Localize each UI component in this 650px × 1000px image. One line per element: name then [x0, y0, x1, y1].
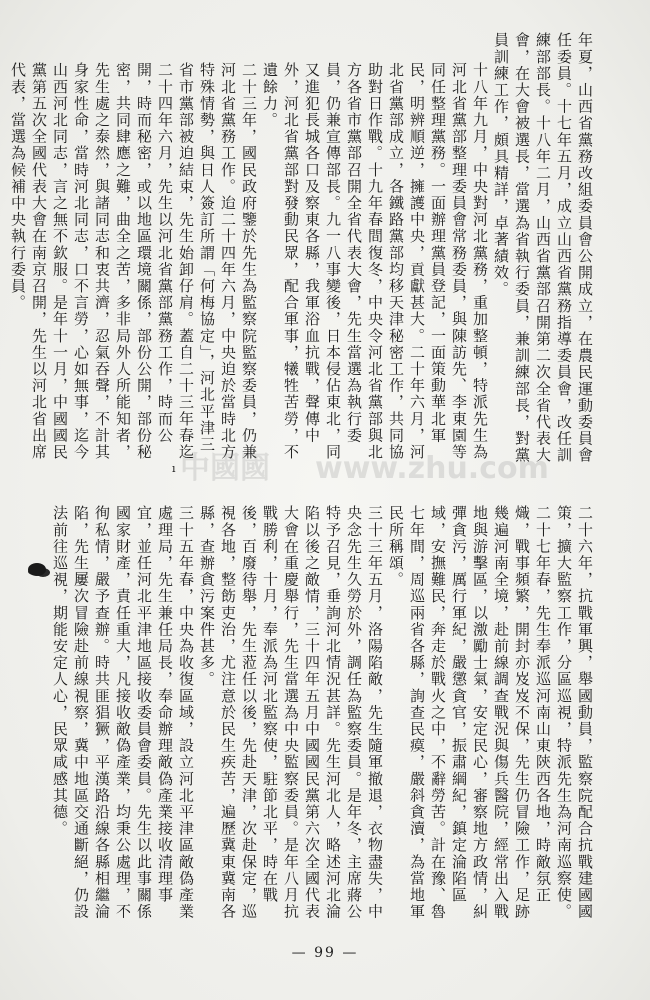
page-number: — 99 —	[291, 945, 359, 961]
ink-blot	[28, 563, 46, 576]
watermark-cn-text: 中國國	[180, 451, 270, 486]
top-text-column	[9, 32, 595, 467]
tick-mark: ı	[172, 462, 176, 475]
paragraph: 年夏，山西省黨務改組委員會公開成立，在農民運動委員會任委員。十七年五月，成立山西省黨務指導委員會，改任訓練部部長。十八年二月，山西省黨部召開第二次全省代表大會，在大會被選長，當選為省執行委員，兼訓練部長，對黨員訓練工作，頗具精詳，卓著績效。	[492, 32, 594, 464]
paragraph: 二十六年，抗戰軍興，舉國動員，監察院配合抗戰建國國策，擴大監察工作，分區巡視，特派先生為河南巡察使。二十七年春，先生奉派巡河南山東陝西各地，時敵氛正熾，戰事頻繁，開封亦岌岌不保，先生仍冒險工作，足跡幾遍河南全境，赴前線調查戰況與傷兵醫院，經常出入戰地與游擊區，以激勵士氣，安定民心，審察地方政情，糾彈貪污，厲行軍紀，嚴懲貪官，振肅綱紀，鎮定淪陷區域，安撫難民，奔走於戰火之中，不辭勞苦。計在豫、魯七年間，周巡兩省各縣，詢查民瘼，嚴斜貪瀆，為當地軍民所稱頌。	[387, 505, 594, 920]
watermark-url-text: www.zhu.com	[315, 451, 549, 486]
paragraph: 三十三年五月，洛陽陷敵，先生隨軍撤退，衣物盡失，中央念先生久勞於外，調任為監察委員。是年冬，主席蔣公特予召見，垂詢河北情況甚詳。先生河北人，略述河北淪陷以後之敵情，三十四年五月中國國民黨第六次全國代表大會在重慶舉行，先生當選為中央監察委員。是年八月抗戰勝利，十月，奉派為河北監察使，駐節北平，時在戰後，百廢待舉，先生蒞任以後，先赴天津，次赴保定，巡視各地，整飭吏治，尤注意於民生疾苦，遍歷冀東冀南各縣，查辦貪污案件甚多。	[198, 505, 384, 920]
section-divider	[65, 468, 585, 469]
bottom-text-column	[51, 475, 595, 920]
paragraph: 十八年九月，中央對河北黨務，重加整頓，特派先生為河北省黨部整理委員會常務委員，與陳訪先、李東園等同任整理黨務。一面辦理黨員登記，一面策動華北軍民，明辨順逆，擁護中央，貢獻甚大。二十年六月，河北省黨部成立，各鐵路黨部均移天津秘密工作，共同協助對日作戰。十九年春間復冬，中央令河北省黨部與北方各省市黨部召開全省代表大會，先生當選為執行委員，仍兼宣傳部長。九一八事變後，日本侵佔東北，同又進犯長城各口及察東各縣，我軍浴血抗戰，聲傳中外，河北省黨部對發動民眾，配合軍事，犧牲苦勞，不遺餘力。	[261, 62, 489, 461]
paragraph: 三十五年春，中央為收復區域，設立河北平津區敵偽產業處理局，先生兼任局長，奉命辦理敵偽產業接收清理事宜，並任河北平津地區接收委員會委員。先生以此事關係國家財產，責任重大，凡接收敵偽產業，均秉公處理，不徇私情，嚴予查辦。時共匪猖獗，平漢路沿線各縣相繼淪陷，先生屢次冒險赴前線視察，冀中地區交通斷絕，仍設法前往巡視，期能安定人心，民眾咸感其德。	[51, 505, 195, 920]
paragraph: 二十三年，國民政府鑒於先生為監察院監察委員，仍兼河北省黨務工作。迨二十四年六月，中央迫於當時北方特殊情勢，與日人簽訂所謂「何梅協定」，河北平津三省市黨部被迫結束，先生始卸仔肩。蓋自二十三年春迄二十四年六月，先生以河北省黨部黨務工作，時而公開，時而秘密，或以地區環境關係，部份公開，部份秘密，共同肆應之難，曲全之苦，多非局外人所能知者，先生處之泰然，與諸同志和衷共濟，忍氣吞聲，不計其身家性命，當時河北同志，口不言勞，心如無事，迄今山西河北同志，言之無不欽服。是年十一月，中國國民黨第五次全國代表大會在南京召開，先生以河北省出席代表，當選為候補中央執行委員。	[9, 62, 258, 461]
